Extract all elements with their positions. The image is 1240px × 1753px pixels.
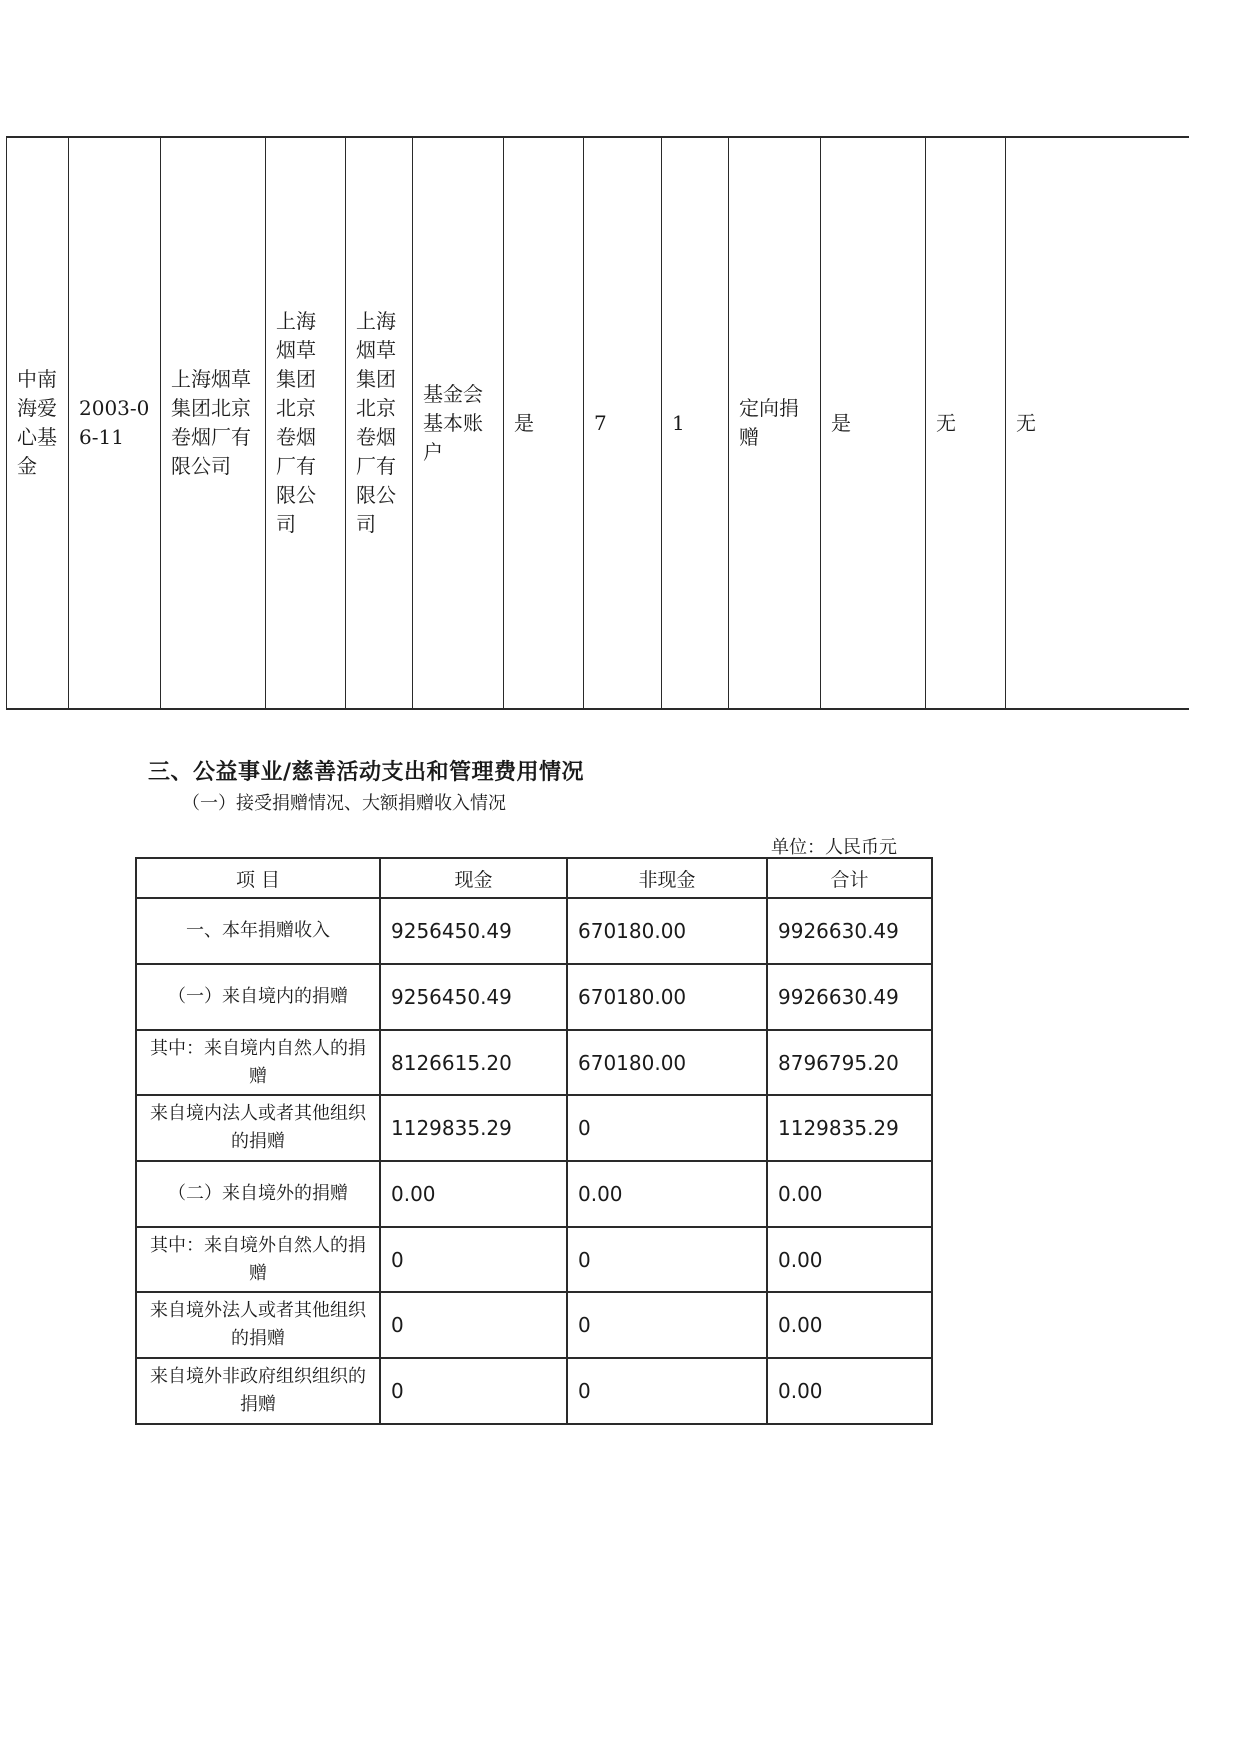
donor-cell-2: 上海烟草集团北京卷烟厂有限公司 [266, 137, 346, 709]
donation-type-cell: 定向捐赠 [729, 137, 821, 709]
table-row [136, 964, 932, 1030]
table-row [136, 1292, 932, 1358]
total-value: 9926630.49 [767, 898, 932, 964]
table-row [136, 898, 932, 964]
table-row [136, 1161, 932, 1227]
total-value: 0.00 [767, 1292, 932, 1358]
section-subtitle: （一）接受捐赠情况、大额捐赠收入情况 [182, 793, 506, 814]
account-cell: 基金会基本账户 [413, 137, 504, 709]
row-label: （一）来自境内的捐赠 [136, 964, 380, 1030]
cash-value: 8126615.20 [380, 1030, 567, 1095]
donor-cell-3: 上海烟草集团北京卷烟厂有限公司 [346, 137, 413, 709]
cash-value: 9256450.49 [380, 964, 567, 1030]
donation-income-table [135, 857, 933, 1425]
table-header-row [136, 858, 932, 898]
fund-name-cell: 中南海爱心基金 [7, 137, 69, 709]
row-label: （二）来自境外的捐赠 [136, 1161, 380, 1227]
donor-cell: 上海烟草集团北京卷烟厂有限公司 [161, 137, 266, 709]
section-title: 三、公益事业/慈善活动支出和管理费用情况 [148, 760, 585, 785]
non-cash-value: 0 [567, 1095, 767, 1161]
none-cell: 无 [926, 137, 1006, 709]
table-row [136, 1358, 932, 1424]
count-cell-2: 1 [662, 137, 729, 709]
table-row [136, 1095, 932, 1161]
non-cash-value: 0 [567, 1358, 767, 1424]
non-cash-value: 0 [567, 1292, 767, 1358]
header-non-cash: 非现金 [567, 858, 767, 898]
cash-value: 0 [380, 1292, 567, 1358]
row-label: 一、本年捐赠收入 [136, 898, 380, 964]
unit-label: 单位：人民币元 [771, 837, 897, 858]
flag-cell-2: 是 [821, 137, 926, 709]
date-cell: 2003-06-11 [69, 137, 161, 709]
row-label: 其中：来自境外自然人的捐赠 [136, 1227, 380, 1292]
cash-value: 9256450.49 [380, 898, 567, 964]
header-cash: 现金 [380, 858, 567, 898]
cash-value: 0.00 [380, 1161, 567, 1227]
non-cash-value: 670180.00 [567, 964, 767, 1030]
row-label: 来自境外非政府组织组织的捐赠 [136, 1358, 380, 1424]
total-value: 8796795.20 [767, 1030, 932, 1095]
flag-cell: 是 [504, 137, 584, 709]
table-row [136, 1227, 932, 1292]
non-cash-value: 0.00 [567, 1161, 767, 1227]
cash-value: 1129835.29 [380, 1095, 567, 1161]
header-item: 项 目 [136, 858, 380, 898]
donor-detail-table [6, 136, 1189, 710]
total-value: 1129835.29 [767, 1095, 932, 1161]
non-cash-value: 670180.00 [567, 898, 767, 964]
total-value: 0.00 [767, 1161, 932, 1227]
non-cash-value: 0 [567, 1227, 767, 1292]
row-label: 其中：来自境内自然人的捐赠 [136, 1030, 380, 1095]
cash-value: 0 [380, 1227, 567, 1292]
table-row [136, 1030, 932, 1095]
table-row [7, 137, 1189, 709]
total-value: 9926630.49 [767, 964, 932, 1030]
header-total: 合计 [767, 858, 932, 898]
row-label: 来自境外法人或者其他组织的捐赠 [136, 1292, 380, 1358]
total-value: 0.00 [767, 1358, 932, 1424]
total-value: 0.00 [767, 1227, 932, 1292]
cash-value: 0 [380, 1358, 567, 1424]
non-cash-value: 670180.00 [567, 1030, 767, 1095]
row-label: 来自境内法人或者其他组织的捐赠 [136, 1095, 380, 1161]
count-cell: 7 [584, 137, 662, 709]
none-cell-2: 无 [1006, 137, 1189, 709]
